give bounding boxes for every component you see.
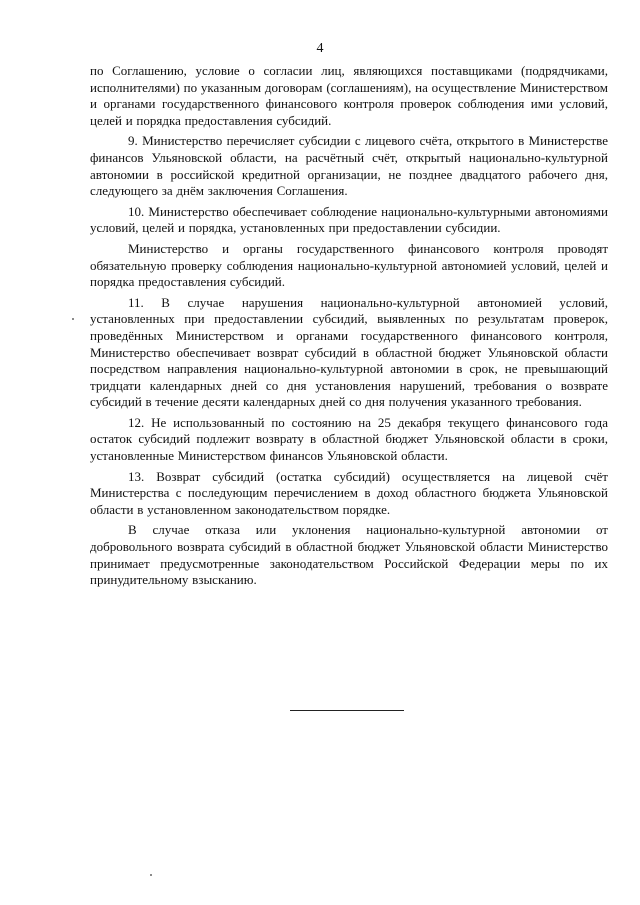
scan-speck: [150, 874, 152, 876]
paragraph-11: 11. В случае нарушения национально-культурной автономией условий, установленных при предоставлении субсидий, выявленных по результатам проверок, проведённых Министерством и органами государственного финансового контроля, Министерство обеспечивает возврат субсидий в областной бюджет Ульяновской области посредством направления национально-культурной автономии в срок, не превышающий тридцати календарных дней со дня установления нарушений, требования о возврате субсидий в течение десяти календарных дней со дня получения указанного требования.: [90, 294, 608, 410]
paragraph-13: 13. Возврат субсидий (остатка субсидий) осуществляется на лицевой счёт Министерства с последующим перечислением в доход областного бюджета Ульяновской области в установленном законодательством порядке.: [90, 468, 608, 517]
end-rule-divider: [290, 710, 404, 711]
scan-speck: [72, 318, 74, 320]
paragraph-9: 9. Министерство перечисляет субсидии с лицевого счёта, открытого в Министерстве финансов Ульяновской области, на расчётный счёт, открытый национально-культурной автономии в российской кредитной организации, не позднее двадцатого рабочего дня, следующего за днём заключения Соглашения.: [90, 133, 608, 199]
page-number: 4: [316, 41, 324, 56]
paragraph-10: 10. Министерство обеспечивает соблюдение национально-культурными автономиями условий, целей и порядка, установленных при предоставлении субсидии.: [90, 203, 608, 236]
document-body: [90, 63, 608, 593]
paragraph-continuation: по Соглашению, условие о согласии лиц, являющихся поставщиками (подрядчиками, исполнителями) по указанным договорам (соглашениям), на осуществление Министерством и органами государственного финансового контроля проверок соблюдения ими условий, целей и порядка предоставления субсидий.: [90, 63, 608, 128]
paragraph-control-check: Министерство и органы государственного финансового контроля проводят обязательную проверку соблюдения национально-культурной автономией условий, целей и порядка предоставления субсидий.: [90, 240, 608, 290]
paragraph-12: 12. Не использованный по состоянию на 25 декабря текущего финансового года остаток субсидий подлежит возврату в областной бюджет Ульяновской области в сроки, установленные Министерством финансов Ульяновской области.: [90, 414, 608, 464]
paragraph-refusal: В случае отказа или уклонения национально-культурной автономии от добровольного возврата субсидий в областной бюджет Ульяновской области Министерство принимает предусмотренные законодательством Российской Федерации меры по их принудительному взысканию.: [90, 522, 608, 588]
